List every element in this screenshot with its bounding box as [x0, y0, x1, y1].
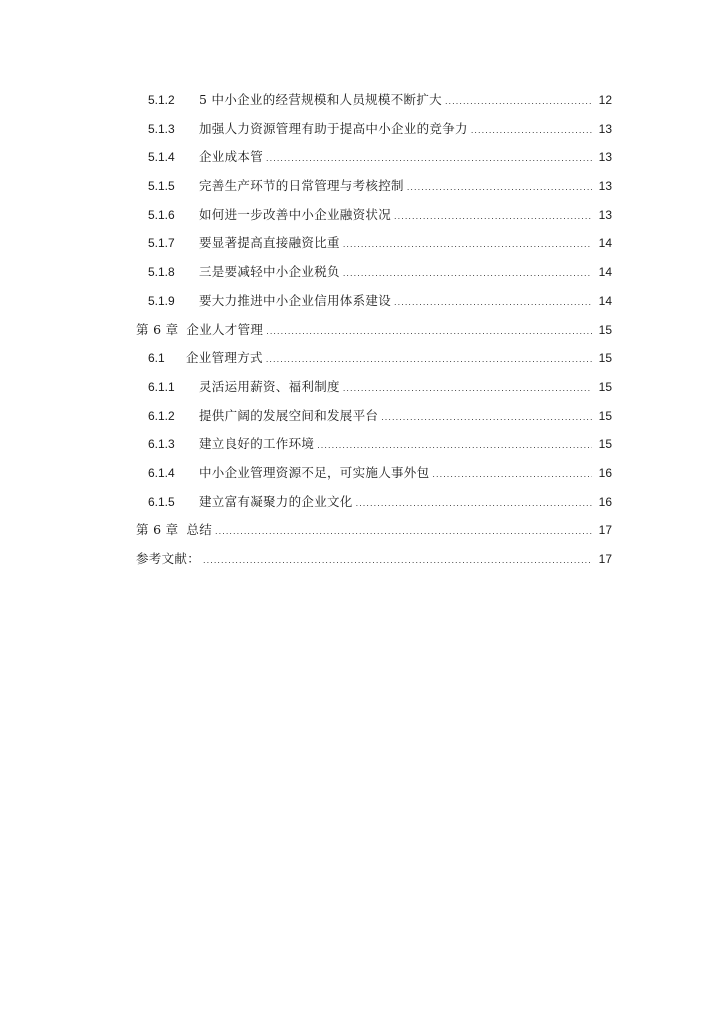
toc-page-number: 14	[598, 293, 612, 308]
toc-entry-title: 参考文献：	[136, 551, 201, 566]
toc-page-number: 16	[598, 465, 612, 480]
toc-entry-title: 要显著提高直接融资比重	[199, 235, 340, 251]
toc-entry-row	[148, 373, 612, 403]
toc-entry-row	[148, 344, 612, 374]
toc-dot-leader	[317, 431, 592, 460]
toc-entry[interactable]	[0, 402, 720, 431]
toc-entry-number: 5.1.8	[148, 265, 175, 280]
toc-page-number: 15	[598, 351, 612, 366]
toc-entry-title: 提供广阔的发展空间和发展平台	[199, 407, 379, 423]
toc-dot-leader	[343, 374, 592, 403]
toc-entry-number: 5.1.2	[148, 93, 175, 107]
toc-entry-title: 建立富有凝聚力的企业文化	[199, 493, 353, 509]
toc-entry-number: 5.1.3	[148, 121, 175, 136]
toc-entry-number: 6.1.2	[148, 408, 175, 423]
toc-chapter-prefix: 第 6 章	[136, 321, 179, 337]
toc-entry-number: 6.1.4	[148, 465, 175, 480]
toc-entry-row	[148, 402, 612, 432]
toc-entry-row	[148, 459, 612, 489]
toc-entry-title: 完善生产环节的日常管理与考核控制	[199, 178, 404, 194]
toc-entry[interactable]	[0, 516, 720, 545]
toc-entry-number: 5.1.5	[148, 179, 175, 194]
toc-dot-leader	[471, 116, 592, 145]
toc-entry[interactable]	[0, 172, 720, 201]
toc-entry-row	[148, 229, 612, 259]
toc-entry[interactable]	[0, 258, 720, 287]
toc-entry[interactable]	[0, 115, 720, 144]
toc-page-number: 14	[598, 265, 612, 280]
toc-entry-number: 6.1	[148, 351, 165, 366]
toc-entry-number: 5.1.9	[148, 293, 175, 308]
toc-entry[interactable]	[0, 373, 720, 402]
toc-entry-title: 三是要减轻中小企业税负	[199, 264, 340, 280]
toc-page-number: 13	[598, 207, 612, 222]
toc-entry-number: 6.1.5	[148, 494, 175, 509]
toc-page-number: 15	[598, 322, 612, 337]
toc-entry-row	[148, 258, 612, 288]
table-of-contents	[0, 86, 720, 574]
toc-page-number: 17	[598, 552, 612, 566]
toc-page-number: 13	[598, 150, 612, 165]
toc-dot-leader	[343, 259, 592, 288]
toc-entry-number: 6.1.1	[148, 379, 175, 394]
toc-entry-row	[148, 172, 612, 202]
toc-dot-leader	[356, 489, 592, 518]
toc-page-number: 14	[598, 236, 612, 251]
toc-entry-number: 6.1.3	[148, 437, 175, 452]
toc-entry[interactable]	[0, 459, 720, 488]
toc-dot-leader	[266, 317, 592, 346]
toc-entry-row	[136, 316, 612, 346]
toc-entry-title: 要大力推进中小企业信用体系建设	[199, 292, 392, 308]
toc-dot-leader	[343, 230, 592, 259]
toc-dot-leader	[381, 403, 592, 432]
toc-entry-row	[136, 516, 612, 546]
toc-chapter-prefix: 第 6 章	[136, 522, 179, 538]
toc-entry-row	[148, 430, 612, 460]
toc-entry-title: 中小企业管理资源不足，可实施人事外包	[199, 464, 430, 480]
toc-entry-number: 5.1.7	[148, 236, 175, 251]
toc-entry-title: 建立良好的工作环境	[199, 436, 315, 452]
toc-page-number: 15	[598, 379, 612, 394]
toc-entry-title: 如何进一步改善中小企业融资状况	[199, 206, 392, 222]
toc-entry-title: 企业管理方式	[186, 350, 263, 366]
toc-page-number: 13	[598, 179, 612, 194]
toc-page-number: 15	[598, 408, 612, 423]
toc-entry-row	[148, 143, 612, 173]
toc-page-number: 12	[598, 93, 612, 107]
toc-entry-row	[148, 115, 612, 145]
toc-dot-leader	[407, 173, 592, 202]
toc-entry-title: 5 中小企业的经营规模和人员规模不断扩大	[199, 92, 442, 107]
toc-dot-leader	[266, 345, 592, 374]
toc-dot-leader	[432, 460, 592, 489]
toc-dot-leader	[215, 517, 592, 546]
toc-page-number: 17	[598, 523, 612, 538]
toc-entry[interactable]	[0, 545, 720, 574]
toc-entry[interactable]	[0, 316, 720, 345]
toc-entry-row	[148, 488, 612, 518]
toc-entry-number: 5.1.6	[148, 207, 175, 222]
toc-entry-title: 总结	[186, 522, 213, 538]
toc-entry[interactable]	[0, 287, 720, 316]
toc-entry-title: 企业人才管理	[186, 321, 264, 337]
toc-entry-row	[136, 545, 612, 575]
toc-dot-leader	[266, 144, 592, 173]
toc-page-number: 13	[598, 121, 612, 136]
toc-entry-number: 5.1.4	[148, 150, 175, 165]
toc-entry[interactable]	[0, 344, 720, 373]
toc-entry[interactable]	[0, 229, 720, 258]
toc-dot-leader	[394, 288, 592, 317]
toc-entry[interactable]	[0, 430, 720, 459]
toc-page-number: 15	[598, 437, 612, 452]
toc-entry[interactable]	[0, 143, 720, 172]
toc-entry-row	[148, 287, 612, 317]
toc-dot-leader	[394, 202, 592, 231]
toc-dot-leader	[445, 87, 592, 116]
toc-entry-title: 灵活运用薪资、福利制度	[199, 378, 340, 394]
toc-entry-row	[148, 86, 612, 116]
toc-page-number: 16	[598, 494, 612, 509]
toc-entry[interactable]	[0, 201, 720, 230]
toc-entry-row	[148, 201, 612, 231]
toc-entry-title: 企业成本管	[199, 149, 264, 165]
toc-entry-title: 加强人力资源管理有助于提高中小企业的竞争力	[199, 120, 468, 136]
toc-dot-leader	[203, 546, 592, 575]
toc-entry[interactable]	[0, 86, 720, 115]
toc-entry[interactable]	[0, 488, 720, 517]
